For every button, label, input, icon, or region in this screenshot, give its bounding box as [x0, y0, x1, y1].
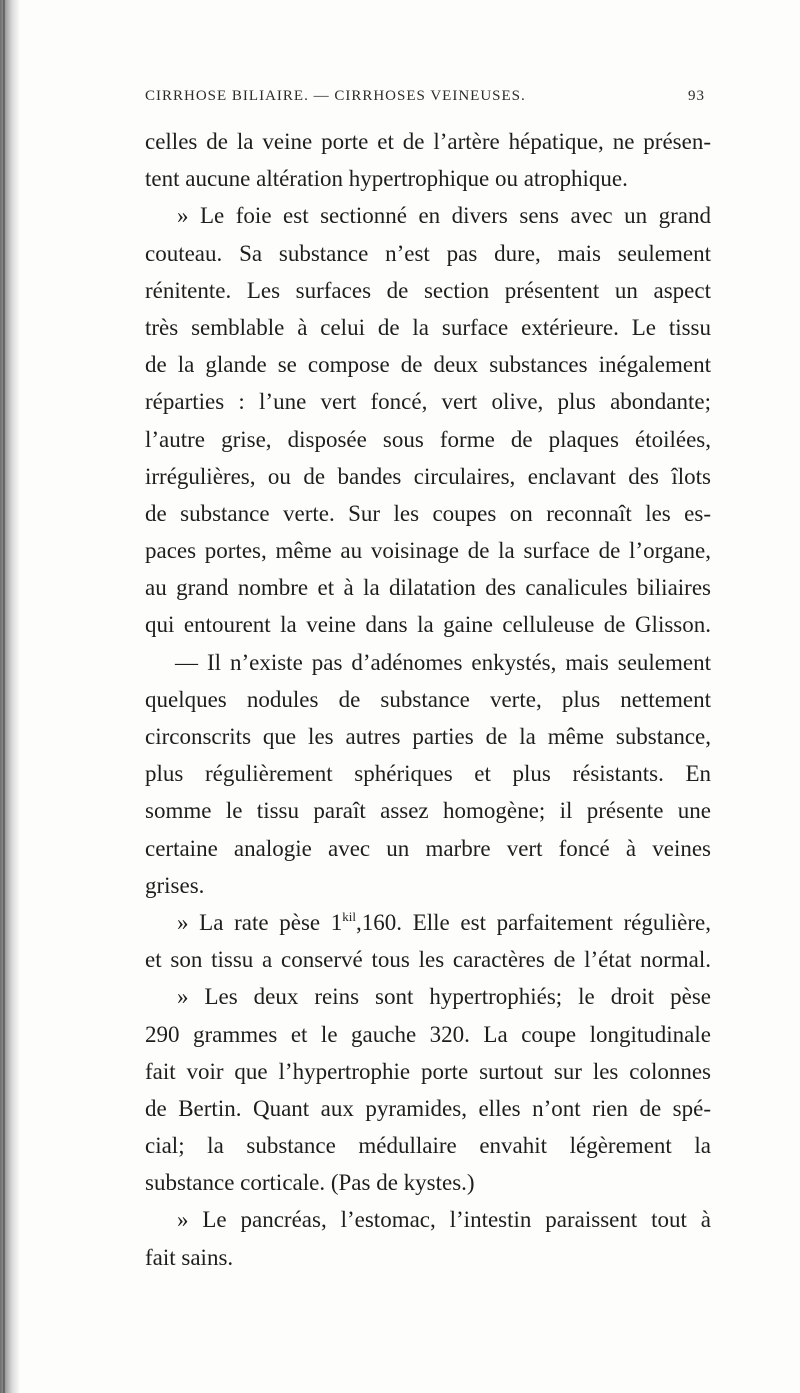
running-head-title: CIRRHOSE BILIAIRE. — CIRRHOSES VEINEUSES.: [145, 88, 526, 104]
text-line: plus régulièrement sphériques et plus résistants. En: [145, 761, 711, 787]
text-line: l’autre grise, disposée sous forme de plaques étoilées,: [145, 426, 711, 452]
text-line: qui entourent la veine dans la gaine celluleuse de Glisson.: [145, 612, 711, 638]
text-line: paces portes, même au voisinage de la surface de l’organe,: [145, 538, 711, 564]
text-line: couteau. Sa substance n’est pas dure, mais seulement: [145, 240, 711, 266]
text-line: de Bertin. Quant aux pyramides, elles n’ont rien de spé-: [145, 1095, 711, 1121]
text-line: irrégulières, ou de bandes circulaires, enclavant des îlots: [145, 463, 711, 489]
text-line: somme le tissu paraît assez homogène; il présente une: [145, 798, 711, 824]
text-line: cial; la substance médullaire envahit légèrement la: [145, 1133, 711, 1159]
kil-superscript: kil: [342, 908, 357, 924]
text-line: certaine analogie avec un marbre vert foncé à veines: [145, 835, 711, 861]
text-line: » Le foie est sectionné en divers sens avec un grand: [177, 203, 711, 229]
text-line: de substance verte. Sur les coupes on reconnaît les es-: [145, 500, 711, 526]
text-line: rénitente. Les surfaces de section présentent un aspect: [145, 277, 711, 303]
text-line: de la glande se compose de deux substances inégalement: [145, 352, 711, 378]
text-line: substance corticale. (Pas de kystes.): [145, 1170, 475, 1196]
page-number: 93: [688, 88, 705, 104]
rate-text-end: ,160. Elle est parfaitement régulière,: [356, 909, 712, 935]
text-line: fait voir que l’hypertrophie porte surtout sur les colonnes: [145, 1058, 711, 1084]
text-line: très semblable à celui de la surface extérieure. Le tissu: [145, 314, 711, 340]
text-line: » Les deux reins sont hypertrophiés; le droit pèse: [177, 984, 711, 1010]
text-line: grises.: [145, 872, 205, 898]
text-line: tent aucune altération hypertrophique ou atrophique.: [145, 166, 628, 192]
body-text: [145, 123, 711, 1276]
text-line: » Le pancréas, l’estomac, l’intestin paraissent tout à: [177, 1207, 711, 1233]
text-line: fait sains.: [145, 1244, 234, 1270]
text-line: réparties : l’une vert foncé, vert olive, plus abondante;: [145, 389, 711, 415]
rate-text-start: » La rate pèse 1: [177, 909, 343, 935]
text-line: — Il n’existe pas d’adénomes enkystés, mais seulement: [175, 649, 711, 675]
text-line: celles de la veine porte et de l’artère hépatique, ne présen-: [145, 129, 711, 154]
text-line: circonscrits que les autres parties de la même substance,: [145, 724, 711, 749]
text-line: et son tissu a conservé tous les caractères de l’état normal.: [145, 947, 711, 973]
text-line: au grand nombre et à la dilatation des canalicules biliaires: [145, 575, 711, 601]
text-line: 290 grammes et le gauche 320. La coupe longitudinale: [145, 1021, 711, 1047]
text-line-rate: [145, 904, 711, 941]
running-head: [145, 88, 705, 110]
binding-edge-line: [3, 0, 5, 1393]
text-line: quelques nodules de substance verte, plus nettement: [145, 686, 711, 712]
